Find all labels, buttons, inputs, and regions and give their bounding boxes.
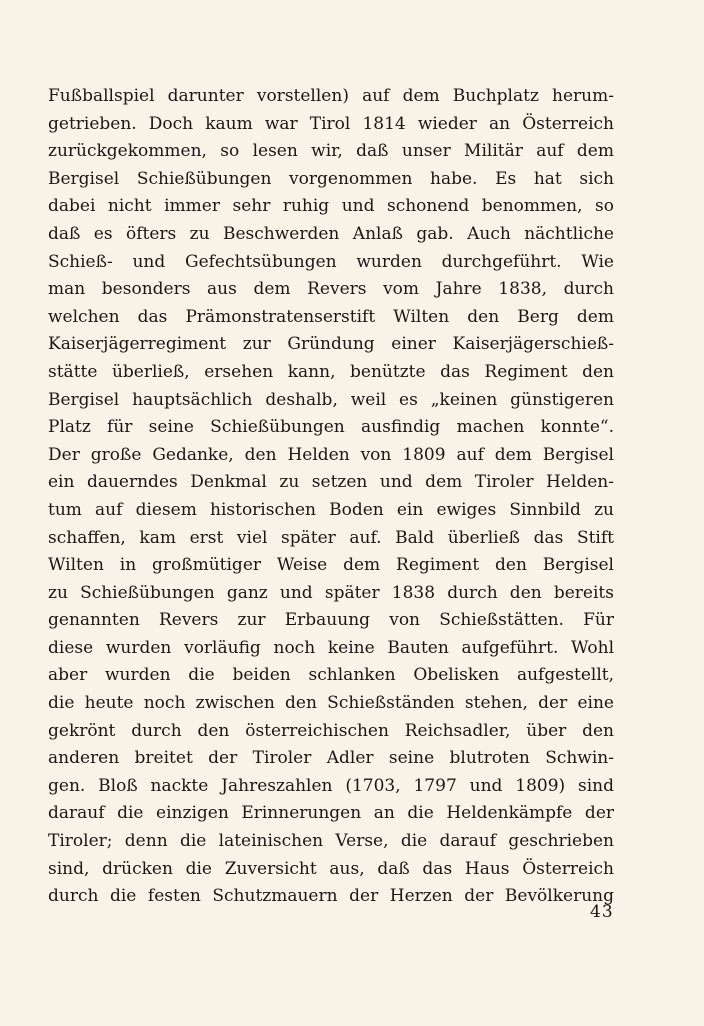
text-line: gekrönt durch den österreichischen Reichsadler, über den xyxy=(48,720,614,741)
text-line: sind, drücken die Zuversicht aus, daß das Haus Österreich xyxy=(48,858,614,879)
text-line: zu Schießübungen ganz und später 1838 durch den bereits xyxy=(48,582,614,603)
text-line: Bergisel hauptsächlich deshalb, weil es „keinen günstigeren xyxy=(48,389,614,410)
text-line: gen. Bloß nackte Jahreszahlen (1703, 1797 und 1809) sind xyxy=(48,775,614,796)
text-line: diese wurden vorläufig noch keine Bauten aufgeführt. Wohl xyxy=(48,637,614,658)
text-line: stätte überließ, ersehen kann, benützte das Regiment den xyxy=(48,361,614,382)
text-line: genannten Revers zur Erbauung von Schießstätten. Für xyxy=(48,610,614,631)
text-line: Schieß- und Gefechtsübungen wurden durchgeführt. Wie xyxy=(48,251,614,272)
text-line: Bergisel Schießübungen vorgenommen habe. Es hat sich xyxy=(48,168,614,189)
text-line: zurückgekommen, so lesen wir, daß unser Militär auf dem xyxy=(48,141,614,162)
text-line: tum auf diesem historischen Boden ein ewiges Sinnbild zu xyxy=(48,499,614,520)
body-text xyxy=(48,83,614,911)
text-line: dabei nicht immer sehr ruhig und schonend benommen, so xyxy=(48,196,614,217)
text-line: Der große Gedanke, den Helden von 1809 auf dem Bergisel xyxy=(48,444,614,465)
text-line: darauf die einzigen Erinnerungen an die Heldenkämpfe der xyxy=(48,803,614,824)
text-line: Fußballspiel darunter vorstellen) auf dem Buchplatz herum- xyxy=(48,86,614,106)
text-line: Kaiserjägerregiment zur Gründung einer Kaiserjägerschieß- xyxy=(48,334,614,355)
text-line: anderen breitet der Tiroler Adler seine blutroten Schwin- xyxy=(48,748,614,769)
text-line: aber wurden die beiden schlanken Obelisken aufgestellt, xyxy=(48,665,614,686)
text-line: ein dauerndes Denkmal zu setzen und dem Tiroler Helden- xyxy=(48,472,614,493)
text-line: die heute noch zwischen den Schießständen stehen, der eine xyxy=(48,693,614,714)
text-line: man besonders aus dem Revers vom Jahre 1838, durch xyxy=(48,279,614,300)
text-line: schaffen, kam erst viel später auf. Bald überließ das Stift xyxy=(48,527,614,548)
text-line: Tiroler; denn die lateinischen Verse, die darauf geschrieben xyxy=(48,831,614,852)
text-line: welchen das Prämonstratenserstift Wilten den Berg dem xyxy=(48,306,614,327)
text-line: Platz für seine Schießübungen ausfindig machen konnte“. xyxy=(48,417,614,438)
text-line: daß es öfters zu Beschwerden Anlaß gab. Auch nächtliche xyxy=(48,223,614,244)
text-line: getrieben. Doch kaum war Tirol 1814 wieder an Österreich xyxy=(48,113,614,134)
text-line: Wilten in großmütiger Weise dem Regiment den Bergisel xyxy=(48,555,614,576)
text-line: durch die festen Schutzmauern der Herzen der Bevölkerung xyxy=(48,886,614,907)
page-number: 43 xyxy=(590,902,614,922)
